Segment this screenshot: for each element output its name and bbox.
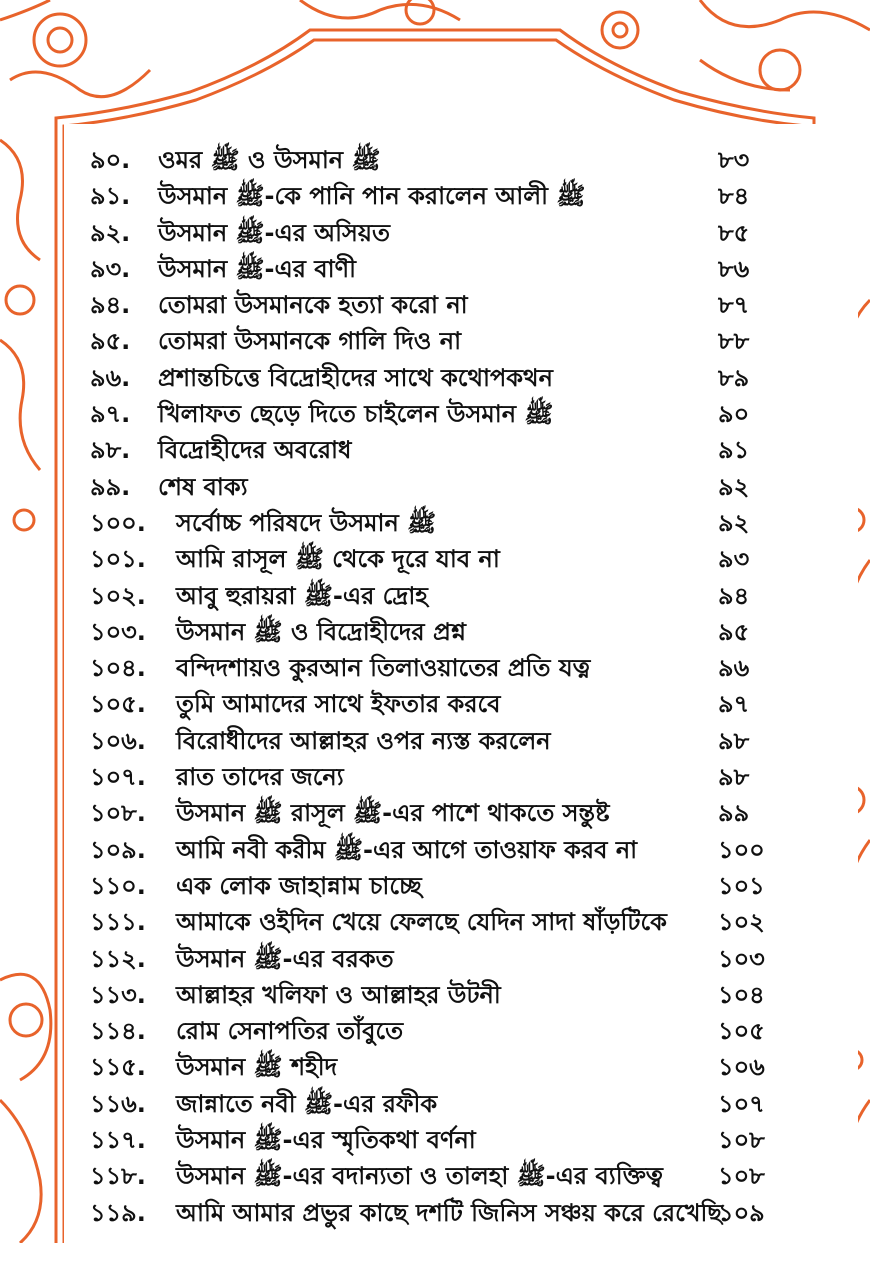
toc-entry-number: ১০৩.	[90, 617, 146, 646]
toc-entry-title: তুমি আমাদের সাথে ইফতার করবে	[176, 690, 501, 719]
toc-entry-title: এক লোক জাহান্নাম চাচ্ছে	[176, 871, 422, 900]
toc-entry-number: ৯৫.	[90, 327, 131, 356]
toc-entry-page: ৮৮	[718, 327, 750, 356]
toc-entry-title: আমাকে ওইদিন খেয়ে ফেলছে যেদিন সাদা ষাঁড়টিকে	[176, 908, 667, 937]
toc-entry-title: রোম সেনাপতির তাঁবুতে	[176, 1017, 404, 1046]
toc-entry-number: ৯৭.	[90, 400, 131, 429]
toc-entry-title: খিলাফত ছেড়ে দিতে চাইলেন উসমান ﷺ	[158, 400, 554, 429]
toc-entry-number: ৯৩.	[90, 254, 131, 283]
toc-entry-number: ১০০.	[90, 508, 146, 537]
toc-entry-number: ১১৮.	[90, 1162, 146, 1191]
toc-entry-page: ৯৮	[718, 763, 750, 792]
toc-entry-number: ১০১.	[90, 545, 146, 574]
toc-entry-title: উসমান ﷺ শহীদ	[176, 1053, 338, 1082]
toc-entry-number: ১০৬.	[90, 726, 146, 755]
toc-row	[90, 759, 790, 795]
toc-entry-page: ১০২	[718, 908, 765, 937]
toc-entry-title: আবু হুরায়রা ﷺ-এর দ্রোহ	[176, 581, 428, 610]
toc-entry-title: তোমরা উসমানকে হত্যা করো না	[158, 291, 468, 320]
toc-row	[90, 432, 790, 468]
toc-entry-page: ৯১	[718, 436, 750, 465]
toc-entry-page: ৮৫	[718, 218, 750, 247]
toc-row	[90, 323, 790, 359]
toc-row	[90, 686, 790, 722]
toc-entry-title: রাত তাদের জন্যে	[176, 763, 344, 792]
toc-entry-title: আমি রাসূল ﷺ থেকে দূরে যাব না	[176, 545, 500, 574]
toc-entry-number: ১০৮.	[90, 799, 146, 828]
toc-entry-title: উসমান ﷺ রাসূল ﷺ-এর পাশে থাকতে সন্তুষ্ট	[176, 799, 610, 828]
toc-entry-number: ৯০.	[90, 146, 131, 174]
toc-row	[90, 832, 790, 868]
toc-row	[90, 1086, 790, 1122]
toc-entry-page: ১০৫	[718, 1017, 765, 1046]
toc-entry-page: ৮৬	[718, 254, 750, 283]
toc-entry-page: ৯৫	[718, 617, 750, 646]
toc-entry-title: উসমান ﷺ ও বিদ্রোহীদের প্রশ্ন	[176, 617, 466, 646]
toc-entry-page: ১০৯	[718, 1198, 765, 1227]
toc-row	[90, 215, 790, 251]
toc-row	[90, 1122, 790, 1158]
toc-row	[90, 1013, 790, 1049]
toc-entry-page: ৯২	[718, 472, 750, 501]
toc-entry-page: ১০৭	[718, 1089, 765, 1118]
toc-entry-page: ৯৮	[718, 726, 750, 755]
toc-row	[90, 578, 790, 614]
toc-row	[90, 360, 790, 396]
toc-entry-number: ১১৪.	[90, 1017, 146, 1046]
toc-entry-page: ১০৩	[718, 944, 765, 973]
toc-row	[90, 1195, 790, 1231]
table-of-contents	[90, 142, 790, 1231]
toc-entry-title: আমি নবী করীম ﷺ-এর আগে তাওয়াফ করব না	[176, 835, 638, 864]
toc-entry-number: ৯৪.	[90, 291, 131, 320]
toc-entry-number: ৯৯.	[90, 472, 131, 501]
toc-entry-title: সর্বোচ্চ পরিষদে উসমান ﷺ	[176, 508, 437, 537]
toc-entry-number: ১১৭.	[90, 1126, 146, 1155]
toc-row	[90, 941, 790, 977]
toc-row	[90, 251, 790, 287]
toc-row	[90, 469, 790, 505]
toc-entry-number: ১১৬.	[90, 1089, 146, 1118]
toc-row	[90, 904, 790, 940]
toc-entry-page: ৮৯	[718, 363, 750, 392]
toc-entry-title: প্রশান্তচিত্তে বিদ্রোহীদের সাথে কথোপকথন	[158, 363, 553, 392]
toc-entry-title: উসমান ﷺ-কে পানি পান করালেন আলী ﷺ	[158, 182, 586, 211]
toc-entry-number: ১০৭.	[90, 763, 146, 792]
toc-entry-page: ১০৮	[718, 1126, 765, 1155]
toc-entry-title: বিদ্রোহীদের অবরোধ	[158, 436, 352, 465]
toc-entry-title: উসমান ﷺ-এর স্মৃতিকথা বর্ণনা	[176, 1126, 476, 1155]
toc-entry-title: জান্নাতে নবী ﷺ-এর রফীক	[176, 1089, 438, 1118]
toc-entry-title: বন্দিদশায়ও কুরআন তিলাওয়াতের প্রতি যত্ন	[176, 654, 591, 683]
toc-entry-title: উসমান ﷺ-এর বরকত	[176, 944, 394, 973]
toc-row	[90, 650, 790, 686]
toc-row	[90, 723, 790, 759]
toc-entry-number: ১১২.	[90, 944, 146, 973]
toc-entry-title: উসমান ﷺ-এর বাণী	[158, 254, 357, 283]
toc-entry-number: ১০২.	[90, 581, 146, 610]
toc-entry-number: ১১৩.	[90, 980, 146, 1009]
toc-row	[90, 287, 790, 323]
toc-entry-title: শেষ বাক্য	[158, 472, 248, 501]
toc-row	[90, 142, 790, 178]
toc-entry-number: ৯১.	[90, 182, 131, 211]
toc-entry-page: ৮৪	[718, 182, 750, 211]
toc-entry-page: ৯৩	[718, 545, 750, 574]
toc-entry-title: উসমান ﷺ-এর অসিয়ত	[158, 218, 390, 247]
toc-entry-number: ১০৪.	[90, 654, 146, 683]
toc-entry-title: তোমরা উসমানকে গালি দিও না	[158, 327, 462, 356]
toc-entry-title: বিরোধীদের আল্লাহর ওপর ন্যস্ত করলেন	[176, 726, 551, 755]
toc-row	[90, 795, 790, 831]
toc-entry-number: ১১১.	[90, 908, 146, 937]
toc-entry-page: ৯৪	[718, 581, 750, 610]
toc-entry-number: ৯৬.	[90, 363, 131, 392]
toc-entry-page: ৮৩	[718, 146, 750, 174]
toc-entry-page: ৯০	[718, 400, 750, 429]
toc-entry-title: আমি আমার প্রভুর কাছে দশটি জিনিস সঞ্চয় করে রেখেছি	[176, 1198, 722, 1227]
toc-row	[90, 1049, 790, 1085]
toc-entry-title: আল্লাহর খলিফা ও আল্লাহর উটনী	[176, 980, 501, 1009]
toc-entry-page: ১০০	[718, 835, 765, 864]
toc-row	[90, 1158, 790, 1194]
toc-row	[90, 396, 790, 432]
toc-entry-title: উসমান ﷺ-এর বদান্যতা ও তালহা ﷺ-এর ব্যক্তিত্ব	[176, 1162, 663, 1191]
toc-row	[90, 868, 790, 904]
toc-entry-number: ১১৯.	[90, 1198, 146, 1227]
toc-entry-page: ১০১	[718, 871, 765, 900]
toc-entry-page: ৯২	[718, 508, 750, 537]
toc-entry-page: ৯৬	[718, 654, 750, 683]
toc-entry-number: ১১৫.	[90, 1053, 146, 1082]
toc-entry-title: ওমর ﷺ ও উসমান ﷺ	[158, 146, 381, 174]
toc-entry-number: ১১০.	[90, 871, 146, 900]
toc-row	[90, 178, 790, 214]
toc-row	[90, 614, 790, 650]
toc-entry-number: ১০৯.	[90, 835, 146, 864]
toc-entry-page: ১০৬	[718, 1053, 765, 1082]
toc-entry-number: ৯২.	[90, 218, 131, 247]
toc-entry-page: ৯৭	[718, 690, 750, 719]
toc-entry-page: ১০৮	[718, 1162, 765, 1191]
toc-entry-page: ১০৪	[718, 980, 765, 1009]
toc-row	[90, 541, 790, 577]
toc-row	[90, 977, 790, 1013]
toc-entry-number: ৯৮.	[90, 436, 131, 465]
toc-entry-page: ৯৯	[718, 799, 750, 828]
toc-entry-page: ৮৭	[718, 291, 750, 320]
toc-row	[90, 505, 790, 541]
toc-entry-number: ১০৫.	[90, 690, 146, 719]
